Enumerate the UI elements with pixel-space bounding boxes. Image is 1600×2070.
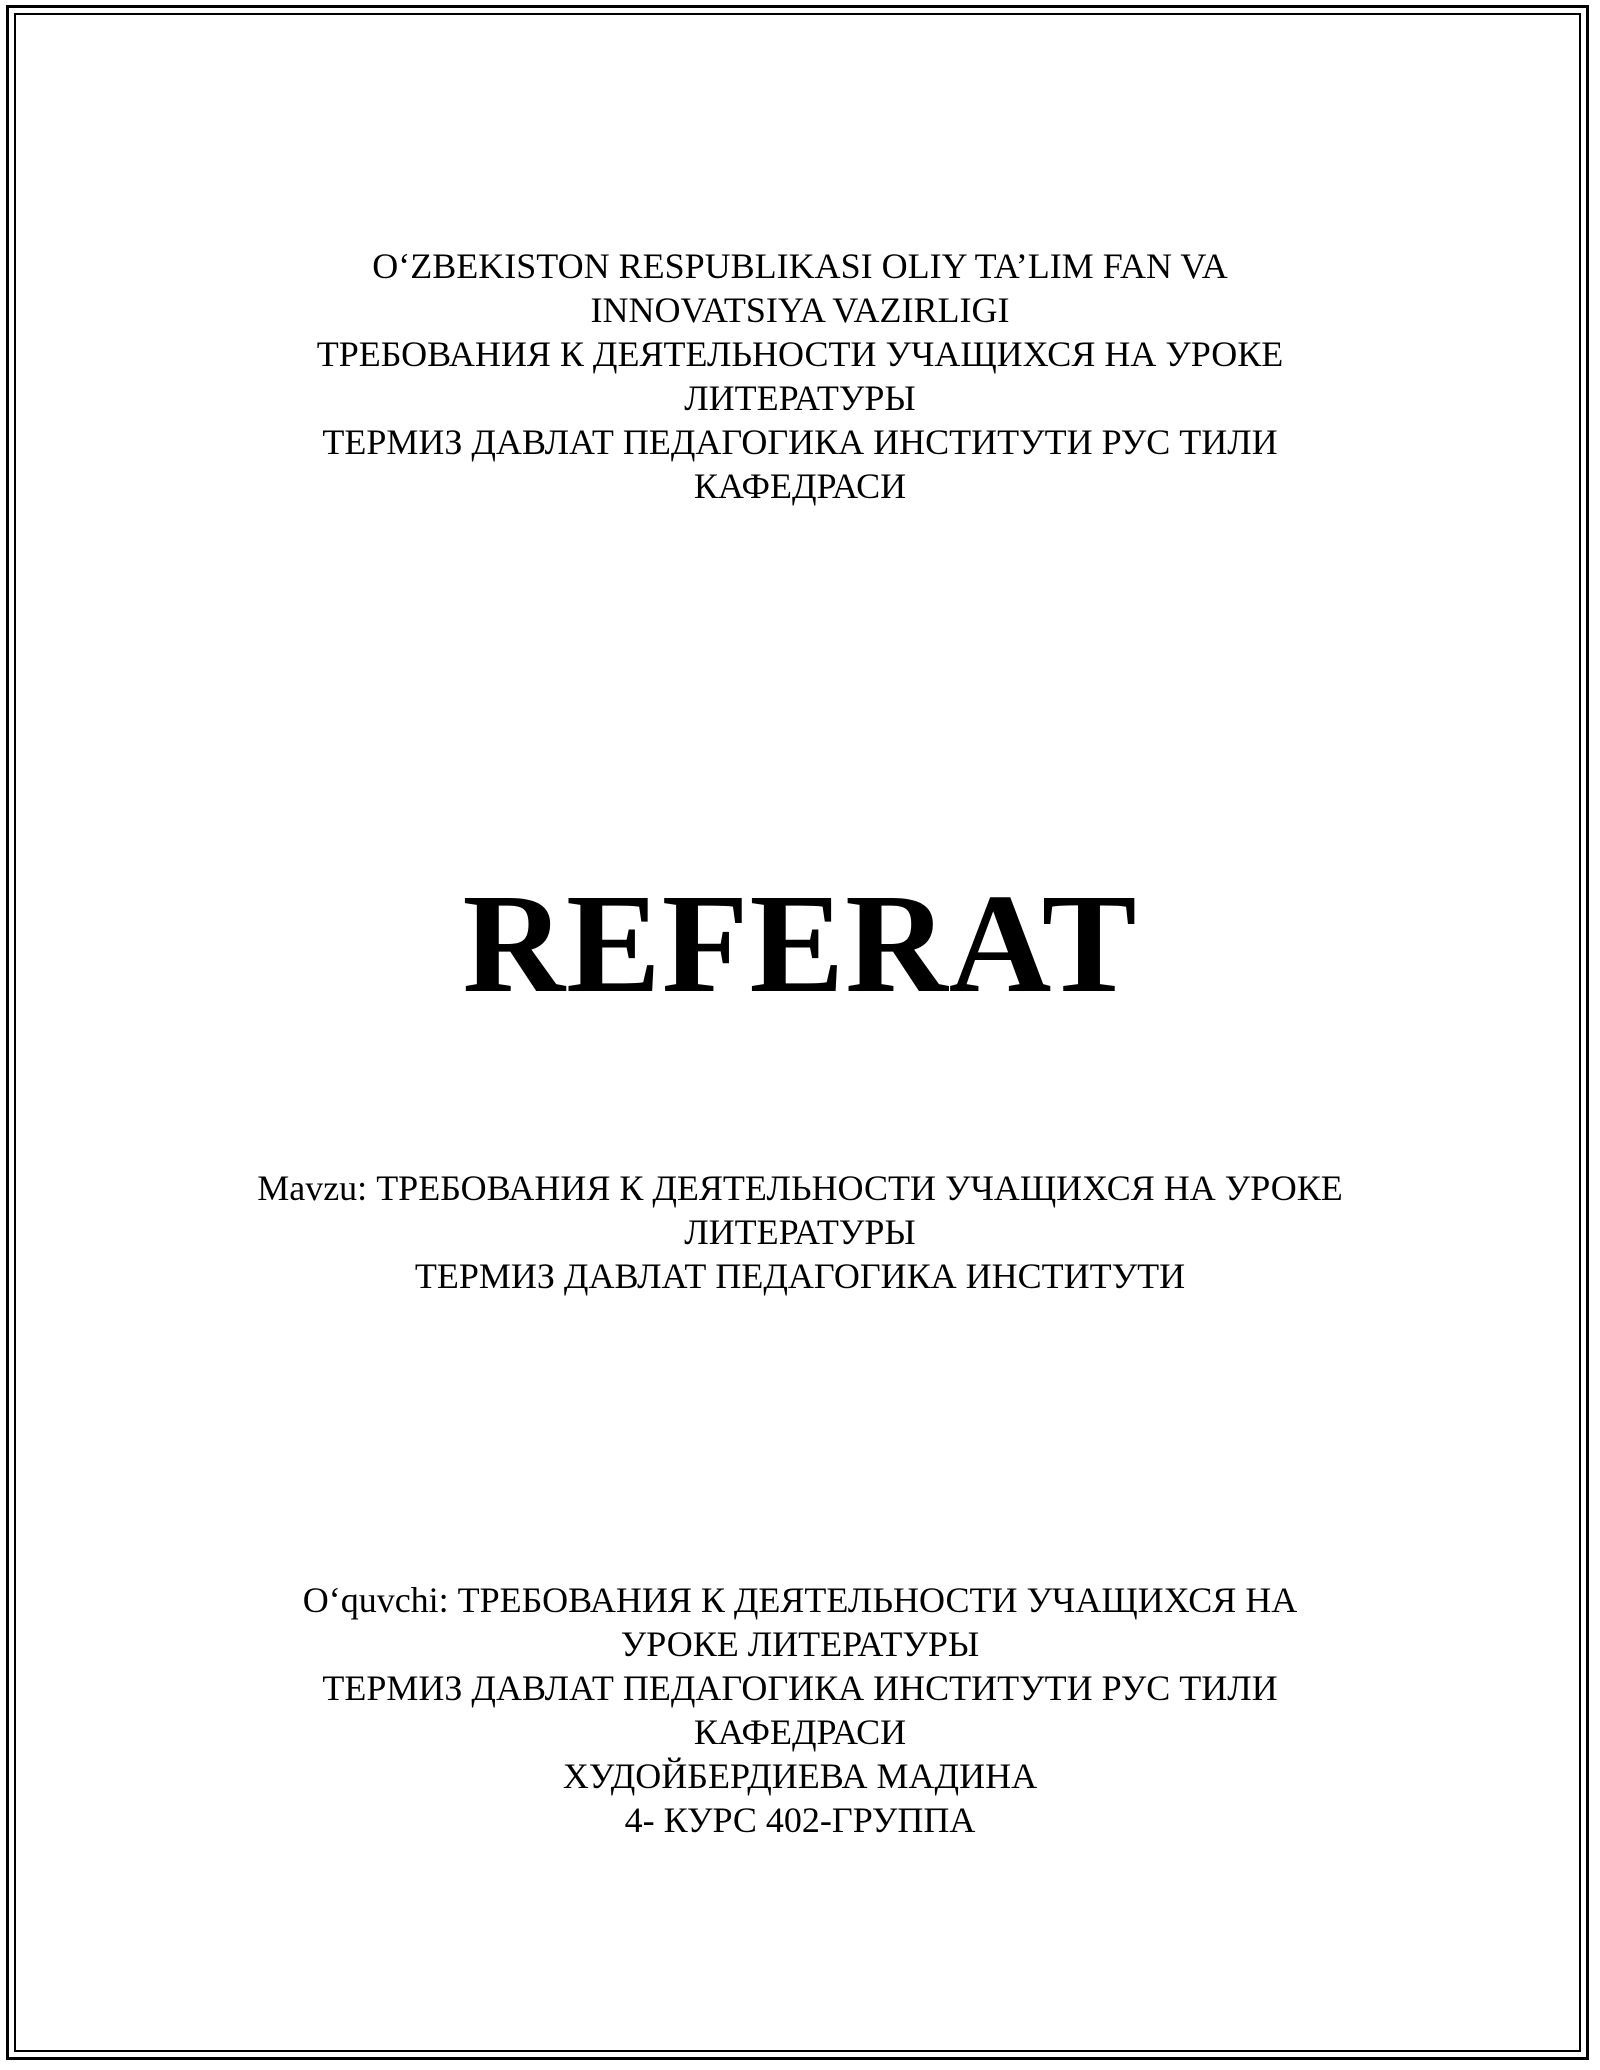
student-line: ТЕРМИЗ ДАВЛАТ ПЕДАГОГИКА ИНСТИТУТИ РУС ТИЛИ xyxy=(322,1668,1278,1708)
student-line: O‘quvchi: ТРЕБОВАНИЯ К ДЕЯТЕЛЬНОСТИ УЧАЩИХСЯ НА xyxy=(302,1580,1298,1620)
student-line: УРОКЕ ЛИТЕРАТУРЫ xyxy=(620,1624,980,1664)
ministry-header xyxy=(0,244,1600,508)
topic-line: Mavzu: ТРЕБОВАНИЯ К ДЕЯТЕЛЬНОСТИ УЧАЩИХСЯ НА УРОКЕ xyxy=(257,1168,1343,1208)
topic-line: ЛИТЕРАТУРЫ xyxy=(684,1212,916,1252)
student-line: КАФЕДРАСИ xyxy=(693,1712,907,1752)
header-line: КАФЕДРАСИ xyxy=(693,466,907,506)
topic-block xyxy=(0,1166,1600,1298)
header-line: ЛИТЕРАТУРЫ xyxy=(684,378,916,418)
document-title: REFERAT xyxy=(462,864,1138,1022)
header-line: ТЕРМИЗ ДАВЛАТ ПЕДАГОГИКА ИНСТИТУТИ РУС ТИЛИ xyxy=(322,422,1278,462)
header-line: ТРЕБОВАНИЯ К ДЕЯТЕЛЬНОСТИ УЧАЩИХСЯ НА УРОКЕ xyxy=(316,334,1284,374)
header-line: O‘ZBEKISTON RESPUBLIKASI OLIY TA’LIM FAN VA xyxy=(372,246,1228,286)
topic-line: ТЕРМИЗ ДАВЛАТ ПЕДАГОГИКА ИНСТИТУТИ xyxy=(414,1256,1186,1296)
student-group: 4- КУРС 402-ГРУППА xyxy=(624,1800,976,1840)
document-title-block xyxy=(0,858,1600,1028)
header-line: INNOVATSIYA VAZIRLIGI xyxy=(590,290,1010,330)
student-name: ХУДОЙБЕРДИЕВА МАДИНА xyxy=(562,1756,1038,1796)
student-block xyxy=(0,1578,1600,1842)
